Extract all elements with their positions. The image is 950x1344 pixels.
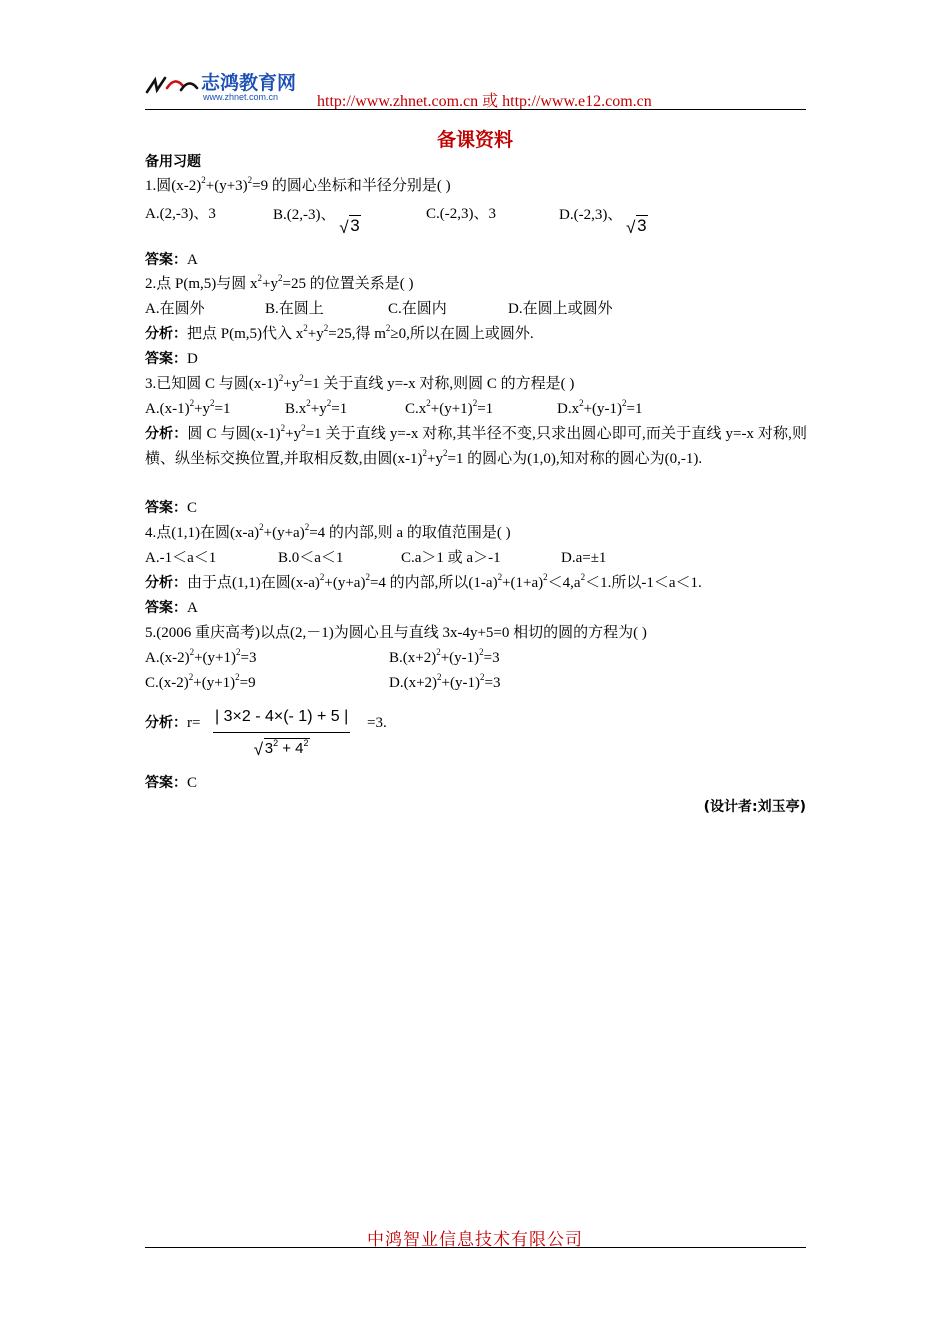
q3-option-a: $A.(x-1)^2+y^2=1$ (145, 398, 231, 417)
q3-option-b: $B.x^2+y^2=1$ (285, 398, 348, 417)
q5-option-d: $D.(x+2)^2+(y-1)^2=3$ (389, 672, 501, 691)
q4-option-d: D.a=±1 (561, 550, 607, 566)
q5-analysis-label: 分析：r= (145, 715, 201, 731)
q4-option-c: C.a＞1 或 a＞-1 (401, 550, 501, 566)
q5-answer: 答案：C (145, 775, 198, 791)
q4-analysis: 分析：由于点(1,1)在圆$(x-a)^2+(y+a)^2=4$ 的内部,所以$(1-a)^2+(1+a)^2<4,a^2<1$.所以-1＜a＜1. (145, 572, 702, 591)
q4-answer: 答案：A (145, 600, 198, 616)
q4-option-a: A.-1＜a＜1 (145, 550, 217, 566)
q2-analysis: 分析：把点 P(m,5)代入 $x^2+y^2=25$,得 $m^2\ge 0$,所以在圆上或圆外. (145, 323, 534, 342)
fraction-denominator (213, 736, 350, 762)
designer-credit: (设计者:刘玉亭) (703, 799, 806, 815)
q3-analysis: 分析：圆 C 与圆$(x-1)^2+y^2=1$ 关于直线 y=-x 对称,其半径不变,只求出圆心即可,而关于直线 y=-x 对称,则横、纵坐标交换位置,并取相反数,由圆$(x-1)^2+y^2=1$ 的圆心为(1,0),知对称的圆心为(0,-1). (145, 423, 807, 467)
q5-option-c: $C.(x-2)^2+(y+1)^2=9$ (145, 672, 256, 691)
sqrt-symbol: √ 3 (626, 216, 647, 237)
q5-option-b: $B.(x+2)^2+(y-1)^2=3$ (389, 647, 500, 666)
q3-stem: 3.已知圆 C 与圆$(x-1)^2+y^2=1$ 关于直线 y=-x 对称,则圆 C 的方程是( ) (145, 373, 575, 392)
section-heading: 备用习题 (145, 154, 201, 170)
header-links[interactable]: http://www.zhnet.com.cn 或 http://www.e12.com.cn (317, 93, 652, 110)
q1-option-d: D.(-2,3)、 √ 3 (559, 207, 647, 237)
page-title: 备课资料 (436, 129, 513, 151)
footer-divider (145, 1247, 806, 1248)
q3-option-d: $D.x^2+(y-1)^2=1$ (557, 398, 643, 417)
footer-company: 中鸿智业信息技术有限公司 (367, 1230, 583, 1249)
logo-text-cn: 志鸿教育网 (201, 72, 297, 94)
q4-stem: 4.点(1,1)在圆$(x-a)^2+(y+a)^2=4$ 的内部,则 a 的取值范围是( ) (145, 522, 511, 541)
q2-option-c: C.在圆内 (388, 301, 447, 317)
q1-option-b: B.(2,-3)、 √ 3 (273, 207, 360, 237)
q4-option-b: B.0＜a＜1 (278, 550, 344, 566)
q1-option-c: C.(-2,3)、3 (426, 206, 496, 222)
logo-mark-icon (145, 72, 199, 98)
q1-option-a: A.(2,-3)、3 (145, 206, 216, 222)
q2-answer: 答案：D (145, 351, 198, 367)
q2-option-a: A.在圆外 (145, 301, 205, 317)
page-header (145, 66, 806, 110)
q2-stem: 2.点 P(m,5)与圆 $x^2+y^2=25$ 的位置关系是( ) (145, 273, 414, 292)
header-divider (145, 109, 806, 110)
q5-analysis-result: =3. (367, 715, 387, 731)
logo-text-en: www.zhnet.com.cn (203, 92, 279, 102)
q1-stem: 1.圆$(x-2)^2+(y+3)^2=9$ 的圆心坐标和半径分别是( ) (145, 175, 451, 194)
q5-fraction (213, 705, 350, 762)
q1-answer: 答案：A (145, 252, 198, 268)
fraction-bar (213, 732, 350, 733)
q5-option-a: $A.(x-2)^2+(y+1)^2=3$ (145, 647, 257, 666)
q5-stem: 5.(2006 重庆高考)以点(2,－1)为圆心且与直线 3x-4y+5=0 相切的圆的方程为( ) (145, 625, 647, 641)
q3-option-c: $C.x^2+(y+1)^2=1$ (405, 398, 494, 417)
sqrt-symbol: √ $3^2 + 4^2$ (253, 737, 309, 759)
q3-answer: 答案：C (145, 500, 198, 516)
site-logo (145, 66, 320, 106)
q2-option-d: D.在圆上或圆外 (508, 301, 613, 317)
sqrt-symbol: √ 3 (339, 216, 360, 237)
fraction-numerator: | 3×2 - 4×(- 1) + 5 | (215, 708, 349, 725)
q2-option-b: B.在圆上 (265, 301, 324, 317)
